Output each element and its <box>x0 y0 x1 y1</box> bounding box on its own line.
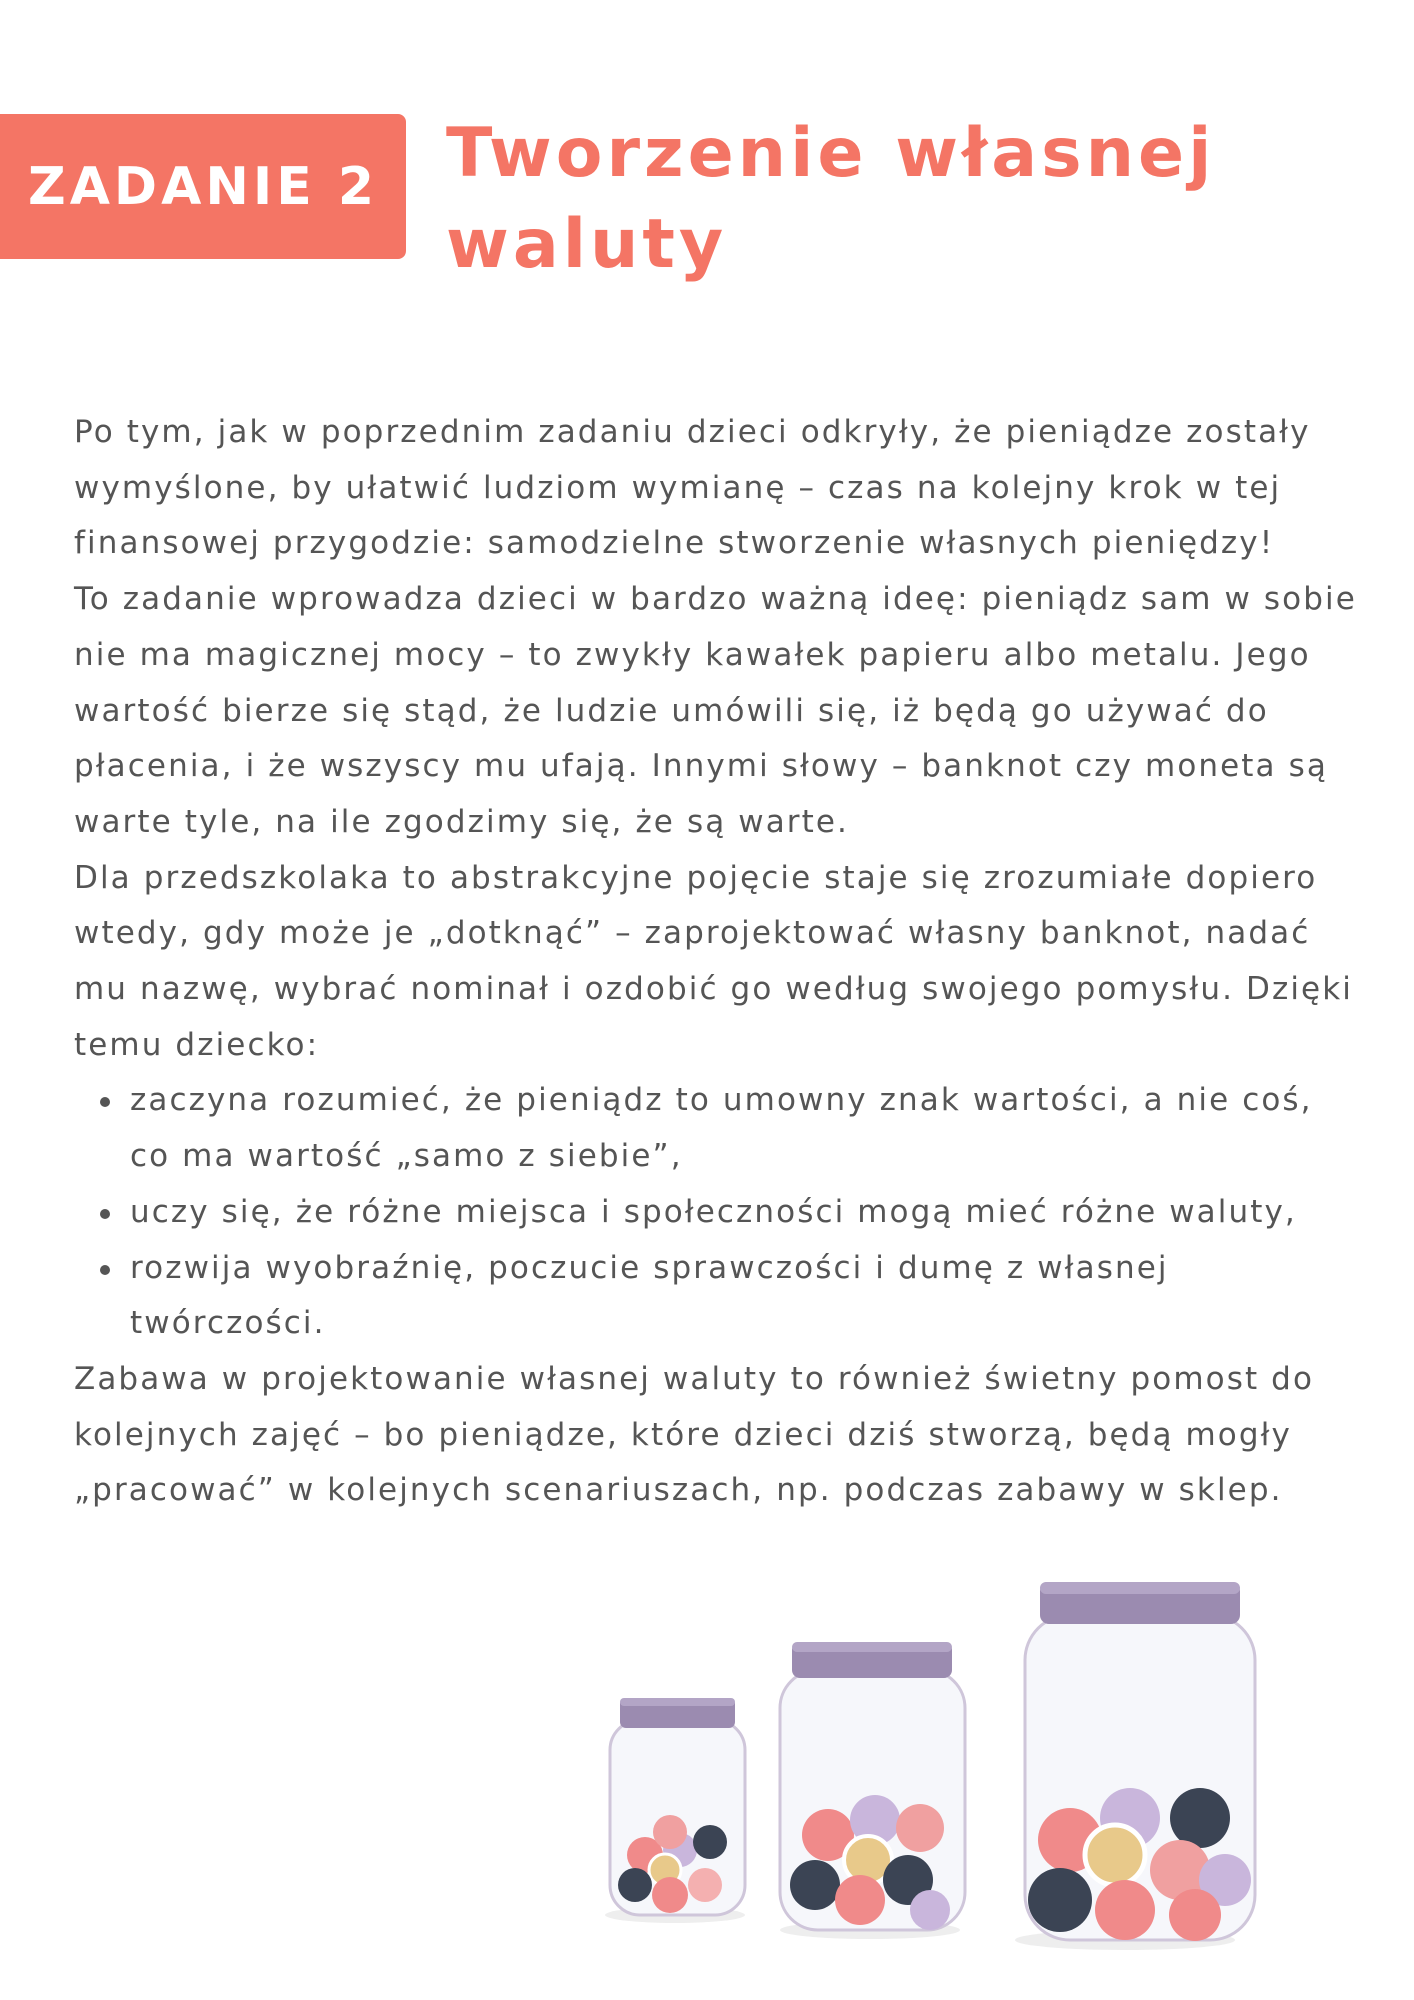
coin-jars-illustration <box>600 1580 1320 1960</box>
benefits-list <box>74 1073 1364 1352</box>
page-title-line-2: waluty <box>446 205 728 284</box>
task-badge-label: ZADANIE 2 <box>27 156 379 217</box>
small-jar <box>605 1698 745 1923</box>
paragraph-intro: Po tym, jak w poprzednim zadaniu dzieci odkryły, że pieniądze zostały wymyślone, by ułatwić ludziom wymianę – czas na kolejny krok w tej finansowej przygodzie: samodzielne stworzenie własnych pieniędzy! <box>74 414 1311 562</box>
list-item: rozwija wyobraźnię, poczucie sprawczości i dumę z własnej twórczości. <box>130 1241 1364 1352</box>
paragraph-closing: Zabawa w projektowanie własnej waluty to również świetny pomost do kolejnych zajęć – bo pieniądze, które dzieci dziś stworzą, będą mogły „pracować” w kolejnych scenariuszach, np. podczas zabawy w sklep. <box>74 1360 1315 1509</box>
list-item: zaczyna rozumieć, że pieniądz to umowny znak wartości, a nie coś, co ma wartość „samo z siebie”, <box>130 1073 1364 1184</box>
page-title <box>446 108 1266 290</box>
list-item: uczy się, że różne miejsca i społeczności mogą mieć różne waluty, <box>130 1185 1364 1241</box>
task-badge <box>0 114 406 259</box>
medium-jar <box>780 1642 965 1939</box>
large-jar <box>1015 1582 1255 1950</box>
paragraph-idea: To zadanie wprowadza dzieci w bardzo ważną ideę: pieniądz sam w sobie nie ma magicznej mocy – to zwykły kawałek papieru albo metalu. Jego wartość bierze się stąd, że ludzie umówili się, iż będą go używać do płacenia, i że wszyscy mu ufają. Innymi słowy – banknot czy moneta są warte tyle, na ile zgodzimy się, że są warte. <box>74 581 1357 840</box>
body-text <box>74 405 1364 1519</box>
page-title-line-1: Tworzenie własnej <box>446 114 1216 193</box>
paragraph-preschooler: Dla przedszkolaka to abstrakcyjne pojęcie staje się zrozumiałe dopiero wtedy, gdy może je „dotknąć” – zaprojektować własny banknot, nadać mu nazwę, wybrać nominał i ozdobić go według swojego pomysłu. Dzięki temu dziecko: <box>74 859 1353 1063</box>
